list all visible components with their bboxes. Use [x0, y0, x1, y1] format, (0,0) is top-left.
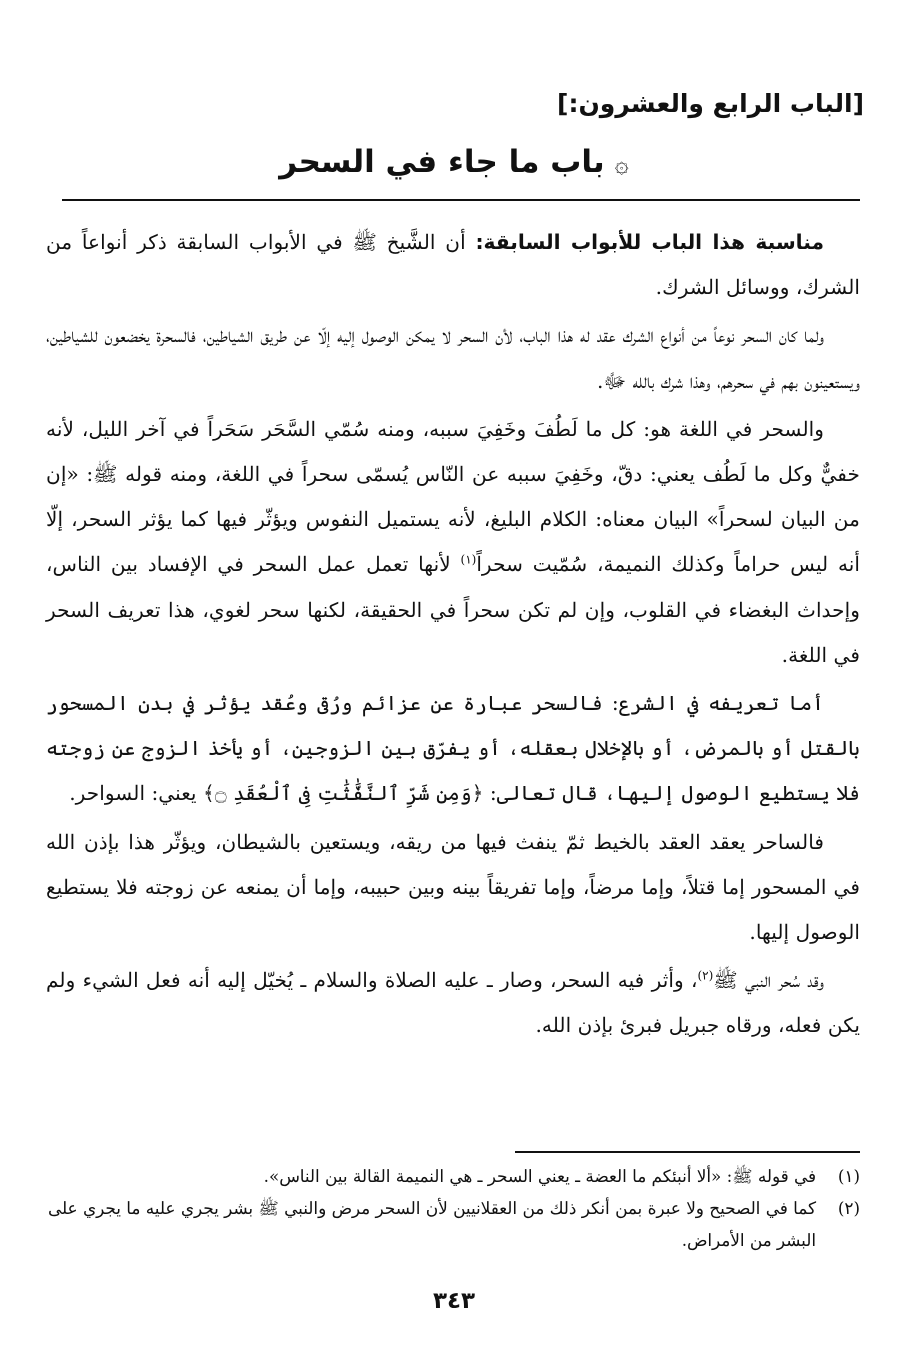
paragraph-lead: مناسبة هذا الباب للأبواب السابقة:	[475, 230, 825, 254]
footnote-text: كما في الصحيح ولا عبرة بمن أنكر ذلك من العقلانيين لأن السحر مرض والنبي ﷺ بشر يجري عليه ما يجري على البشر من الأمراض.	[48, 1198, 816, 1250]
footnote-text: في قوله ﷺ: «ألا أنبئكم ما العضة ـ يعني السحر ـ هي النميمة القالة بين الناس».	[263, 1166, 816, 1186]
paragraph-text: والسحر في اللغة هو: كل ما لَطُفَ وخَفِيَ سببه، ومنه سُمّي السَّحَر سَحَراً في آخر الليل، لأنه خفيٌّ وكل ما لَطُف يعني: دقّ، وخَفِيَ سببه عن النّاس يُسمّى سحراً في اللغة، ومنه قوله ﷺ: «إن من البيان لسحراً» البيان معناه: الكلام البليغ، لأنه يستميل النفوس ويؤثّر فيها كما يؤثر السحر، إلّا أنه ليس حراماً وكذلك النميمة، سُمّيت سحراً	[46, 416, 860, 577]
footnote-number: (٢)	[837, 1198, 860, 1218]
footnotes	[48, 1160, 860, 1256]
footnote-number: (١)	[837, 1166, 860, 1186]
paragraph-2	[46, 313, 860, 403]
paragraph-text: لأنها تعمل عمل السحر في الإفساد بين الناس، وإحداث البغضاء في القلوب، وإن لم تكن سحراً في الحقيقة، لكنها سحر لغوي، هذا تعريف السحر في اللغة.	[46, 552, 860, 667]
footnote-ref-2[interactable]: (٢)	[697, 968, 714, 983]
paragraph-text: أن الشَّيخ ﷺ في الأبواب السابقة ذكر أنواعاً من الشرك، ووسائل الشرك.	[46, 230, 860, 300]
main-text	[46, 220, 860, 1052]
paragraph-1	[46, 220, 860, 310]
paragraph-text: ولما كان السحر نوعاً من أنواع الشرك عقد له هذا الباب، لأن السحر لا يمكن الوصول إليه إلّا عن طريق الشياطين، فالسحرة يخضعون للشياطين، ويستعينون بهم في سحرهم، وهذا شرك بالله ﷻ.	[46, 323, 860, 393]
footnote-item	[48, 1160, 860, 1192]
section-title-text: باب ما جاء في السحر	[279, 144, 605, 180]
ornament-icon: ۞	[614, 150, 629, 178]
footnote-item	[48, 1192, 860, 1256]
chapter-heading: [الباب الرابع والعشرون:]	[557, 89, 864, 118]
section-title	[0, 138, 908, 188]
paragraph-4	[46, 681, 860, 817]
paragraph-text: ، وأثر فيه السحر، وصار ـ عليه الصلاة والسلام ـ يُخيّل إليه أنه فعل الشيء ولم يكن فعله، ورقاه جبريل فبرئ بإذن الله.	[46, 968, 860, 1038]
title-divider	[62, 199, 860, 201]
paragraph-3	[46, 407, 860, 678]
paragraph-text: وقد سُحر النبي ﷺ	[713, 968, 824, 993]
footnote-ref-1[interactable]: (١)	[460, 552, 477, 567]
footnote-divider	[515, 1151, 860, 1153]
paragraph-6	[46, 958, 860, 1048]
paragraph-5	[46, 820, 860, 956]
page-number: ٣٤٣	[432, 1288, 476, 1314]
paragraph-text: أما تعريفه في الشرع: فالسحر عبارة عن عزائم ورُقى وعُقد يؤثر في بدن المسحور بالقتل أو بالمرض، أو بالإخلال بعقله، أو يفرّق بين الزوجين، أو يأخذ الزوج عن زوجته فلا يستطيع الوصول إليها، قال تعالى: ﴿وَمِن شَرِّ ٱلنَّفَّٰثَٰتِ فِى ٱلْعُقَدِ ۝﴾ يعني: السواحر.	[46, 691, 860, 806]
paragraph-text: فالساحر يعقد العقد بالخيط ثمّ ينفث فيها من ريقه، ويستعين بالشيطان، ويؤثّر هذا بإذن الله في المسحور إما قتلاً، وإما مرضاً، وإما تفريقاً بينه وبين حبيبه، وإما أن يمنعه عن زوجته فلا يستطيع الوصول إليها.	[46, 829, 860, 945]
